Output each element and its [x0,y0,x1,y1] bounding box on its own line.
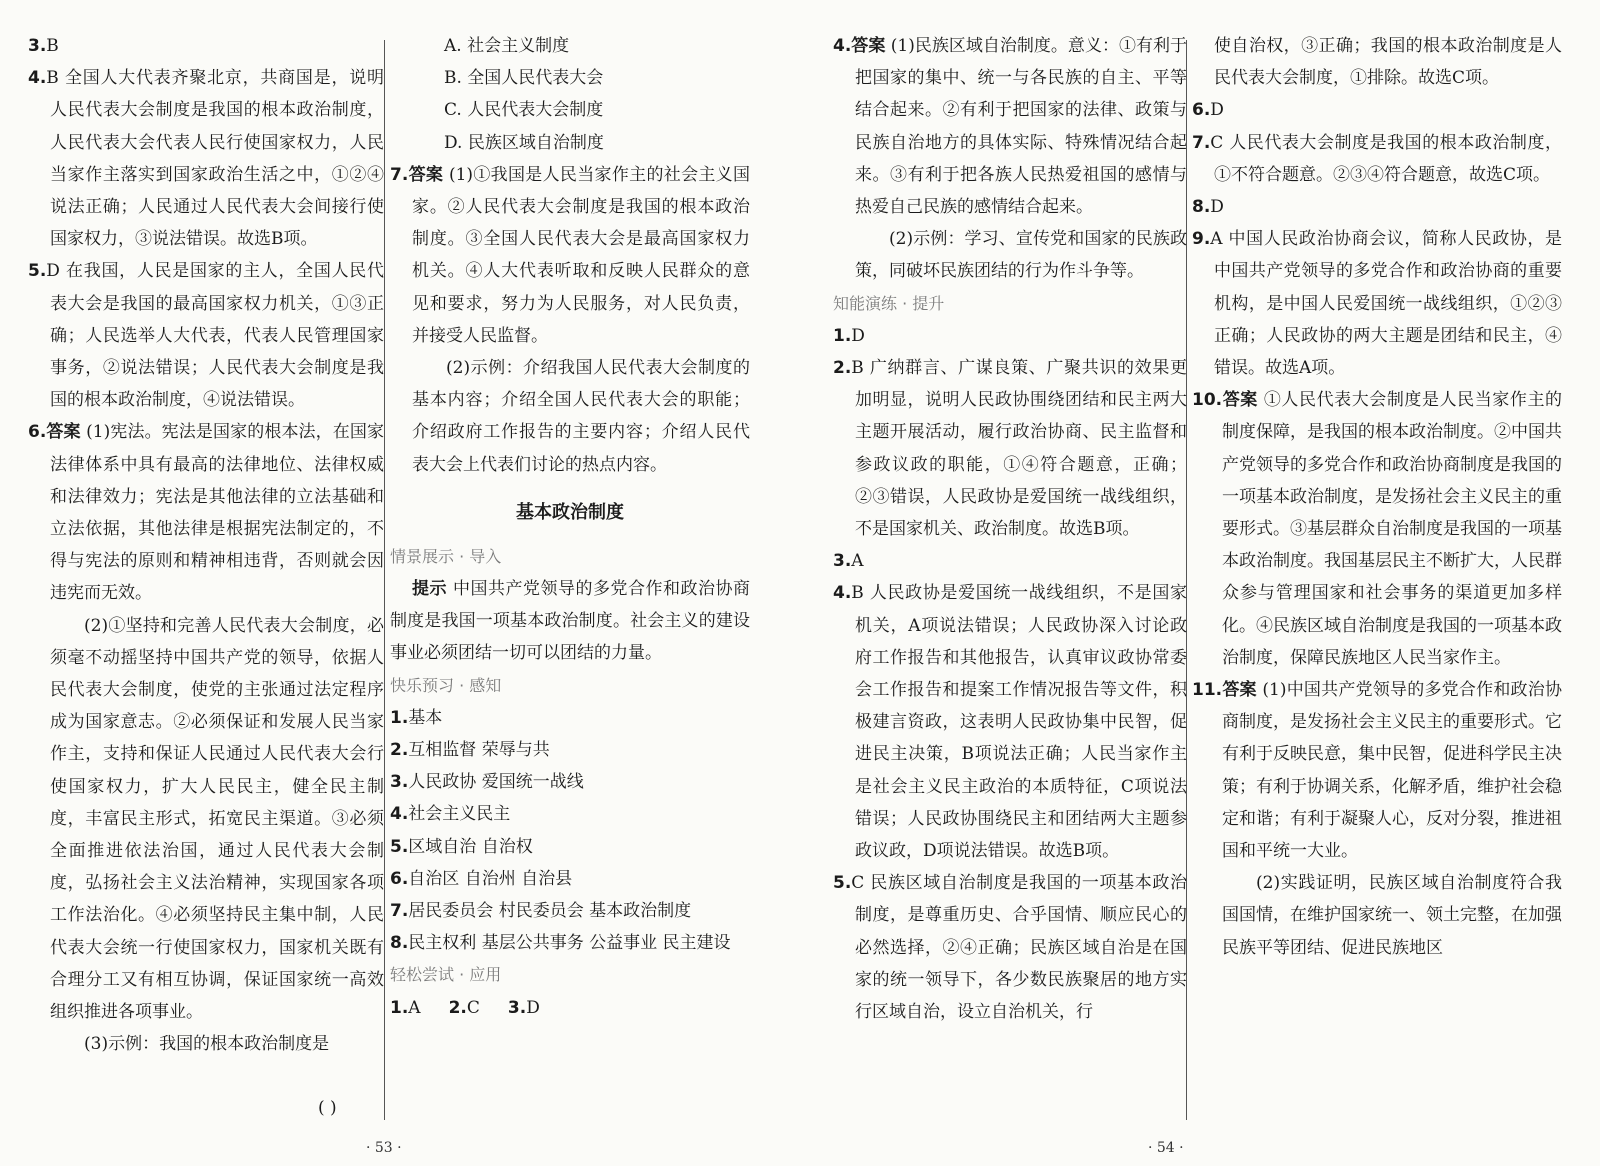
answer-4-part-2: (2)示例：学习、宣传党和国家的民族政策，同破坏民族团结的行为作斗争等。 [855,229,1187,282]
preview-item-6: 6.自治区 自治州 自治县 [390,868,573,889]
practice-answer-9: 9.A 中国人民政治协商会议，简称人民政协，是中国共产党领导的多党合作和政治协商的重要机构，是中国人民爱国统一战线组织，①②③正确；人民政协的两大主题是团结和民主，④错误。故选A项。 [1192,229,1562,379]
section-title: 基本政治制度 [516,501,624,523]
preview-item-8: 8.民主权利 基层公共事务 公益事业 民主建设 [390,933,731,954]
column-divider-left [384,40,385,1120]
preview-item-2: 2.互相监督 荣辱与共 [390,740,550,761]
practice-answer-7: 7.C 人民代表大会制度是我国的根本政治制度，①不符合题意。②③④符合题意，故选C项。 [1192,132,1562,185]
practice-answer-4: 4.B 人民政协是爱国统一战线组织，不是国家机关，A项说法错误；人民政协深入讨论政府工作报告和其他报告，认真审议政协常委会工作报告和提案工作情况报告等文件，积极建言资政，这表明人民政协集中民智，促进民主决策，B项说法正确；人民当家作主是社会主义民主政治的本质特征，C项说法错误；人民政协围绕民主和团结两大主题参政议政，D项说法错误。故选B项。 [833,583,1187,862]
try-answer-2: 2.C [448,997,480,1018]
column-4 [1192,30,1562,964]
section-heading-try: 轻松尝试 · 应用 [390,965,502,985]
preview-item-1: 1.基本 [390,707,443,728]
option-b: B. 全国人民代表大会 [444,68,604,89]
answer-7-part-2: (2)示例：介绍我国人民代表大会制度的基本内容；介绍全国人民代表大会的职能；介绍政府工作报告的主要内容；介绍人民代表大会上代表们讨论的热点内容。 [412,358,750,475]
practice-answer-11-part-2: (2)实践证明，民族区域自治制度符合我国国情，在维护国家统一、领土完整，在加强民族平等团结、促进民族地区 [1222,873,1562,958]
column-2 [390,30,750,1024]
practice-answer-8: 8.D [1192,197,1224,218]
column-3 [833,30,1187,1028]
answer-3: 3.B [28,36,59,56]
answer-blank: ( ) [318,1098,337,1118]
practice-answer-1: 1.D [833,325,865,346]
column-1 [28,30,384,1061]
try-answers-row [390,992,750,1024]
practice-answer-5: 5.C 民族区域自治制度是我国的一项基本政治制度，是尊重历史、合乎国情、顺应民心的必然选择，②④正确；民族区域自治是在国家的统一领导下，各少数民族聚居的地方实行区域自治，设立自治机关，行 [833,873,1187,1023]
answer-6: 6.答案 (1)宪法。宪法是国家的根本法，在国家法律体系中具有最高的法律地位、法律权威和法律效力；宪法是其他法律的立法基础和立法依据，其他法律是根据宪法制定的，不得与宪法的原则和精神相违背，否则就会因违宪而无效。 [28,422,384,604]
page-number-left: · 53 · [366,1140,402,1156]
practice-answer-11: 11.答案 (1)中国共产党领导的多党合作和政治协商制度，是发扬社会主义民主的重要形式。它有利于反映民意，集中民智，促进科学民主决策；有利于协调关系，化解矛盾，维护社会稳定和谐；有利于凝聚人心，反对分裂，推进祖国和平统一大业。 [1192,680,1562,862]
option-d: D. 民族区域自治制度 [444,132,604,153]
answer-6-part-3: (3)示例：我国的根本政治制度是 [84,1034,330,1055]
practice-answer-3: 3.A [833,551,864,572]
try-answer-3: 3.D [507,997,540,1018]
tip-paragraph: 提示 中国共产党领导的多党合作和政治协商制度是我国一项基本政治制度。社会主义的建设事业必须团结一切可以团结的力量。 [390,579,751,664]
option-c: C. 人民代表大会制度 [444,100,604,121]
answer-6-part-2: (2)①坚持和完善人民代表大会制度，必须毫不动摇坚持中国共产党的领导，依据人民代表大会制度，使党的主张通过法定程序成为国家意志。②必须保证和发展人民当家作主，支持和保证人民通过人民代表大会行使国家权力，扩大人民民主，健全民主制度，丰富民主形式，拓宽民主渠道。③必须全面推进依法治国，通过人民代表大会制度，弘扬社会主义法治精神，实现国家各项工作法治化。④必须坚持民主集中制，人民代表大会统一行使国家权力，国家机关既有合理分工又有相互协调，保证国家统一高效组织推进各项事业。 [50,615,384,1023]
preview-item-5: 5.区域自治 自治权 [390,836,533,857]
answer-4-autonomy: 4.答案 (1)民族区域自治制度。意义：①有利于把国家的集中、统一与各民族的自主、平等结合起来。②有利于把国家的法律、政策与民族自治地方的具体实际、特殊情况结合起来。③有利于把各族人民热爱祖国的感情与热爱自己民族的感情结合起来。 [833,36,1187,218]
answer-4: 4.B 全国人大代表齐聚北京，共商国是，说明人民代表大会制度是我国的根本政治制度，人民代表大会代表人民行使国家权力，人民当家作主落实到国家政治生活之中，①②④说法正确；人民通过人民代表大会间接行使国家权力，③说法错误。故选B项。 [28,68,384,250]
section-heading-practice: 知能演练 · 提升 [833,293,945,313]
preview-item-4: 4.社会主义民主 [390,804,511,825]
page-number-right: · 54 · [1148,1140,1184,1156]
answer-5: 5.D 在我国，人民是国家的主人，全国人民代表大会是我国的最高国家权力机关，①③正确；人民选举人大代表，代表人民管理国家事务，②说法错误；人民代表大会制度是我国的根本政治制度，④说法错误。 [28,261,384,411]
preview-item-7: 7.居民委员会 村民委员会 基本政治制度 [390,901,692,922]
preview-item-3: 3.人民政协 爱国统一战线 [390,772,584,793]
practice-answer-6: 6.D [1192,100,1224,121]
practice-answer-10: 10.答案 ①人民代表大会制度是人民当家作主的制度保障，是我国的根本政治制度。②中国共产党领导的多党合作和政治协商制度是我国的一项基本政治制度，是发扬社会主义民主的重要形式。③基层群众自治制度是我国的一项基本政治制度。我国基层民主不断扩大，人民群众参与管理国家和社会事务的渠道更加多样化。④民族区域自治制度是我国的一项基本政治制度，保障民族地区人民当家作主。 [1192,390,1563,668]
section-heading-preview: 快乐预习 · 感知 [390,675,502,695]
answer-7: 7.答案 (1)①我国是人民当家作主的社会主义国家。②人民代表大会制度是我国的根本政治制度。③全国人民代表大会是最高国家权力机关。④人大代表听取和反映人民群众的意见和要求，努力为人民服务，对人民负责，并接受人民监督。 [390,164,750,346]
try-answer-1: 1.A [390,997,421,1018]
option-a: A. 社会主义制度 [444,36,570,56]
practice-answer-5-cont: 使自治权，③正确；我国的根本政治制度是人民代表大会制度，①排除。故选C项。 [1214,36,1562,89]
section-heading-intro: 情景展示 · 导入 [390,546,502,566]
practice-answer-2: 2.B 广纳群言、广谋良策、广聚共识的效果更加明显，说明人民政协围绕团结和民主两大主题开展活动，履行政治协商、民主监督和参政议政的职能，①④符合题意，正确；②③错误，人民政协是爱国统一战线组织，不是国家机关、政治制度。故选B项。 [833,358,1187,540]
